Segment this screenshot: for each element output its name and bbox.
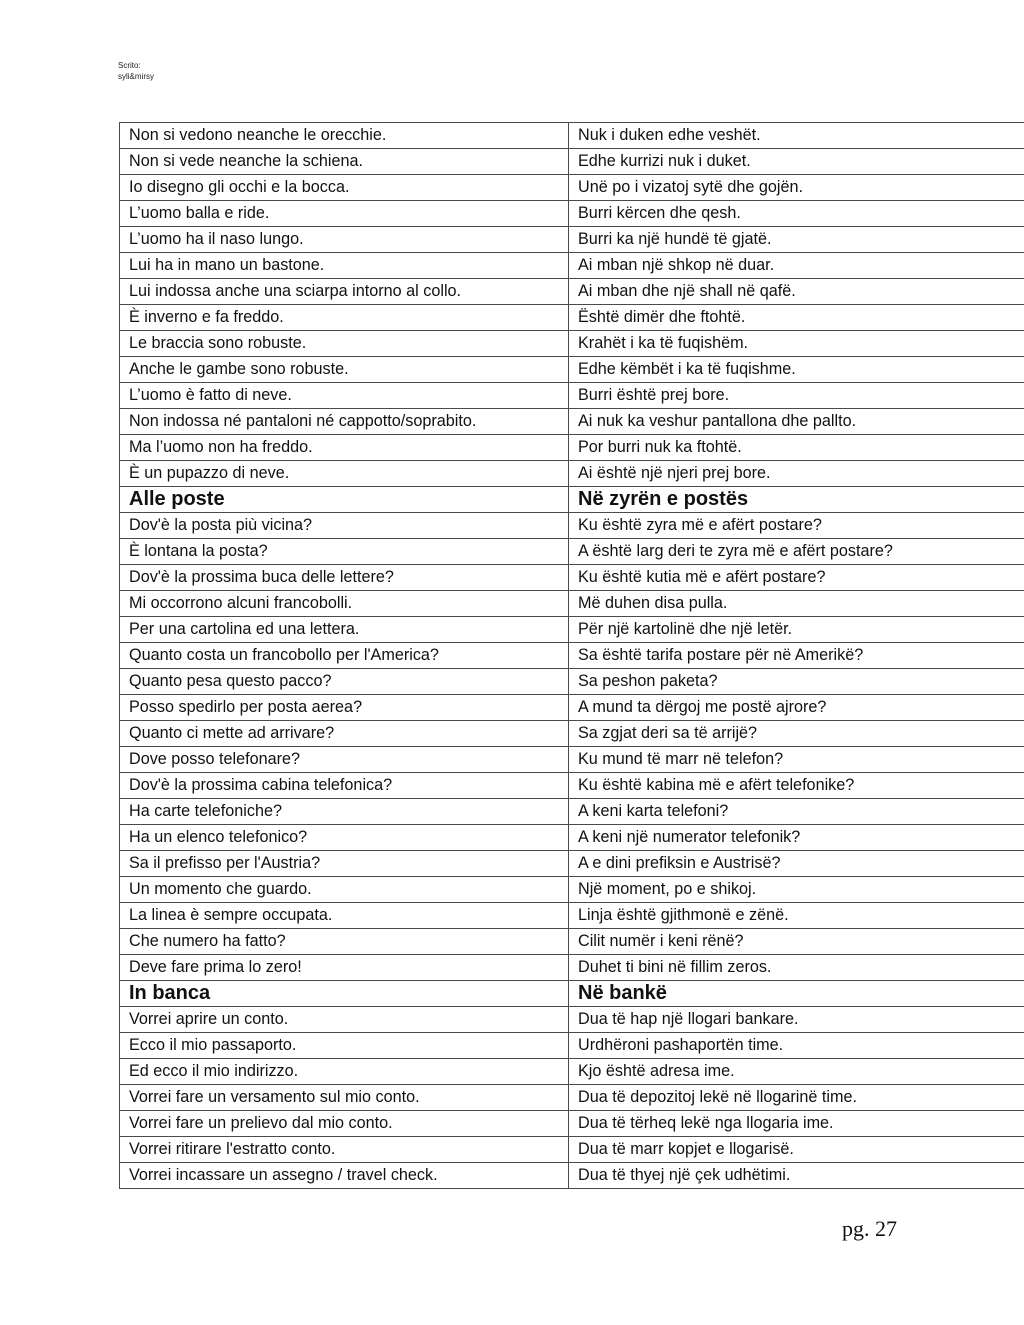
albanian-phrase-cell: Burri kërcen dhe qesh. — [569, 201, 1024, 227]
albanian-phrase-cell: Është dimër dhe ftohtë. — [569, 305, 1024, 331]
table-row — [120, 149, 1024, 175]
italian-phrase-cell: Quanto pesa questo pacco? — [120, 669, 569, 695]
table-row — [120, 539, 1024, 565]
italian-phrase-cell: Dove posso telefonare? — [120, 747, 569, 773]
italian-phrase-cell: Non indossa né pantaloni né cappotto/soprabito. — [120, 409, 569, 435]
italian-phrase-cell: Vorrei fare un prelievo dal mio conto. — [120, 1111, 569, 1137]
albanian-phrase-cell: Cilit numër i keni rënë? — [569, 929, 1024, 955]
table-row — [120, 435, 1024, 461]
table-row — [120, 617, 1024, 643]
albanian-phrase-cell: A keni karta telefoni? — [569, 799, 1024, 825]
albanian-phrase-cell: Por burri nuk ka ftohtë. — [569, 435, 1024, 461]
italian-phrase-cell: Mi occorrono alcuni francobolli. — [120, 591, 569, 617]
albanian-phrase-cell: Ai nuk ka veshur pantallona dhe pallto. — [569, 409, 1024, 435]
table-row — [120, 929, 1024, 955]
albanian-phrase-cell: A e dini prefiksin e Austrisë? — [569, 851, 1024, 877]
italian-phrase-cell: Non si vedono neanche le orecchie. — [120, 123, 569, 149]
italian-phrase-cell: Dov'è la posta più vicina? — [120, 513, 569, 539]
table-row — [120, 1137, 1024, 1163]
table-row — [120, 903, 1024, 929]
section-heading-italian: Alle poste — [120, 487, 569, 513]
table-row — [120, 331, 1024, 357]
table-row — [120, 383, 1024, 409]
italian-phrase-cell: Vorrei fare un versamento sul mio conto. — [120, 1085, 569, 1111]
italian-phrase-cell: Vorrei aprire un conto. — [120, 1007, 569, 1033]
table-row — [120, 253, 1024, 279]
albanian-phrase-cell: Ku është kabina më e afërt telefonike? — [569, 773, 1024, 799]
italian-phrase-cell: Lui indossa anche una sciarpa intorno al collo. — [120, 279, 569, 305]
table-row — [120, 799, 1024, 825]
italian-phrase-cell: Ed ecco il mio indirizzo. — [120, 1059, 569, 1085]
albanian-phrase-cell: Ku mund të marr në telefon? — [569, 747, 1024, 773]
table-row — [120, 721, 1024, 747]
albanian-phrase-cell: Burri është prej bore. — [569, 383, 1024, 409]
section-heading-albanian: Në bankë — [569, 981, 1024, 1007]
albanian-phrase-cell: Edhe këmbët i ka të fuqishme. — [569, 357, 1024, 383]
table-row — [120, 227, 1024, 253]
italian-phrase-cell: Dov'è la prossima cabina telefonica? — [120, 773, 569, 799]
albanian-phrase-cell: Sa peshon paketa? — [569, 669, 1024, 695]
italian-phrase-cell: Che numero ha fatto? — [120, 929, 569, 955]
albanian-phrase-cell: Ku është kutia më e afërt postare? — [569, 565, 1024, 591]
table-row — [120, 175, 1024, 201]
table-row — [120, 279, 1024, 305]
albanian-phrase-cell: Ai mban dhe një shall në qafë. — [569, 279, 1024, 305]
table-row — [120, 565, 1024, 591]
table-row — [120, 773, 1024, 799]
italian-phrase-cell: Lui ha in mano un bastone. — [120, 253, 569, 279]
italian-phrase-cell: L’uomo ha il naso lungo. — [120, 227, 569, 253]
italian-phrase-cell: Anche le gambe sono robuste. — [120, 357, 569, 383]
albanian-phrase-cell: Sa është tarifa postare për në Amerikë? — [569, 643, 1024, 669]
albanian-phrase-cell: Edhe kurrizi nuk i duket. — [569, 149, 1024, 175]
italian-phrase-cell: Le braccia sono robuste. — [120, 331, 569, 357]
table-row — [120, 825, 1024, 851]
table-row — [120, 409, 1024, 435]
page-number: pg. 27 — [842, 1216, 897, 1241]
albanian-phrase-cell: Për një kartolinë dhe një letër. — [569, 617, 1024, 643]
table-row — [120, 461, 1024, 487]
table-row — [120, 1007, 1024, 1033]
albanian-phrase-cell: Dua të depozitoj lekë në llogarinë time. — [569, 1085, 1024, 1111]
italian-phrase-cell: L’uomo è fatto di neve. — [120, 383, 569, 409]
header-author-label: Scrito: — [118, 61, 141, 70]
table-row — [120, 123, 1024, 149]
albanian-phrase-cell: Ku është zyra më e afërt postare? — [569, 513, 1024, 539]
phrase-table-body — [120, 123, 1024, 1189]
italian-phrase-cell: Quanto costa un francobollo per l'America? — [120, 643, 569, 669]
table-row — [120, 851, 1024, 877]
albanian-phrase-cell: Duhet ti bini në fillim zeros. — [569, 955, 1024, 981]
table-row — [120, 305, 1024, 331]
section-heading-italian: In banca — [120, 981, 569, 1007]
table-row — [120, 201, 1024, 227]
albanian-phrase-cell: Dua të hap një llogari bankare. — [569, 1007, 1024, 1033]
table-row — [120, 955, 1024, 981]
table-row — [120, 643, 1024, 669]
section-heading-row — [120, 981, 1024, 1007]
italian-phrase-cell: Ha carte telefoniche? — [120, 799, 569, 825]
italian-phrase-cell: Posso spedirlo per posta aerea? — [120, 695, 569, 721]
albanian-phrase-cell: Sa zgjat deri sa të arrijë? — [569, 721, 1024, 747]
italian-phrase-cell: Quanto ci mette ad arrivare? — [120, 721, 569, 747]
albanian-phrase-cell: Nuk i duken edhe veshët. — [569, 123, 1024, 149]
italian-phrase-cell: Dov'è la prossima buca delle lettere? — [120, 565, 569, 591]
italian-phrase-cell: Ha un elenco telefonico? — [120, 825, 569, 851]
table-row — [120, 1111, 1024, 1137]
table-row — [120, 669, 1024, 695]
table-row — [120, 513, 1024, 539]
albanian-phrase-cell: Krahët i ka të fuqishëm. — [569, 331, 1024, 357]
albanian-phrase-cell: Urdhëroni pashaportën time. — [569, 1033, 1024, 1059]
albanian-phrase-cell: Unë po i vizatoj sytë dhe gojën. — [569, 175, 1024, 201]
italian-phrase-cell: Vorrei incassare un assegno / travel check. — [120, 1163, 569, 1189]
table-row — [120, 591, 1024, 617]
italian-phrase-cell: È un pupazzo di neve. — [120, 461, 569, 487]
phrase-table — [119, 122, 1024, 1189]
table-row — [120, 1059, 1024, 1085]
albanian-phrase-cell: Ai mban një shkop në duar. — [569, 253, 1024, 279]
table-row — [120, 747, 1024, 773]
albanian-phrase-cell: Ai është një njeri prej bore. — [569, 461, 1024, 487]
page-header — [118, 60, 154, 82]
albanian-phrase-cell: A keni një numerator telefonik? — [569, 825, 1024, 851]
italian-phrase-cell: Un momento che guardo. — [120, 877, 569, 903]
italian-phrase-cell: Per una cartolina ed una lettera. — [120, 617, 569, 643]
albanian-phrase-cell: Një moment, po e shikoj. — [569, 877, 1024, 903]
table-row — [120, 1085, 1024, 1111]
section-heading-albanian: Në zyrën e postës — [569, 487, 1024, 513]
albanian-phrase-cell: Kjo është adresa ime. — [569, 1059, 1024, 1085]
italian-phrase-cell: Non si vede neanche la schiena. — [120, 149, 569, 175]
italian-phrase-cell: Ecco il mio passaporto. — [120, 1033, 569, 1059]
albanian-phrase-cell: Linja është gjithmonë e zënë. — [569, 903, 1024, 929]
albanian-phrase-cell: Burri ka një hundë të gjatë. — [569, 227, 1024, 253]
italian-phrase-cell: L’uomo balla e ride. — [120, 201, 569, 227]
italian-phrase-cell: Vorrei ritirare l'estratto conto. — [120, 1137, 569, 1163]
table-row — [120, 695, 1024, 721]
albanian-phrase-cell: Dua të marr kopjet e llogarisë. — [569, 1137, 1024, 1163]
header-author-names: syli&mirsy — [118, 72, 154, 81]
italian-phrase-cell: Ma l’uomo non ha freddo. — [120, 435, 569, 461]
italian-phrase-cell: È inverno e fa freddo. — [120, 305, 569, 331]
albanian-phrase-cell: Dua të tërheq lekë nga llogaria ime. — [569, 1111, 1024, 1137]
table-row — [120, 877, 1024, 903]
table-row — [120, 1033, 1024, 1059]
table-row — [120, 357, 1024, 383]
italian-phrase-cell: La linea è sempre occupata. — [120, 903, 569, 929]
albanian-phrase-cell: Më duhen disa pulla. — [569, 591, 1024, 617]
albanian-phrase-cell: Dua të thyej një çek udhëtimi. — [569, 1163, 1024, 1189]
italian-phrase-cell: Deve fare prima lo zero! — [120, 955, 569, 981]
italian-phrase-cell: È lontana la posta? — [120, 539, 569, 565]
albanian-phrase-cell: A është larg deri te zyra më e afërt postare? — [569, 539, 1024, 565]
albanian-phrase-cell: A mund ta dërgoj me postë ajrore? — [569, 695, 1024, 721]
italian-phrase-cell: Sa il prefisso per l'Austria? — [120, 851, 569, 877]
italian-phrase-cell: Io disegno gli occhi e la bocca. — [120, 175, 569, 201]
table-row — [120, 1163, 1024, 1189]
section-heading-row — [120, 487, 1024, 513]
